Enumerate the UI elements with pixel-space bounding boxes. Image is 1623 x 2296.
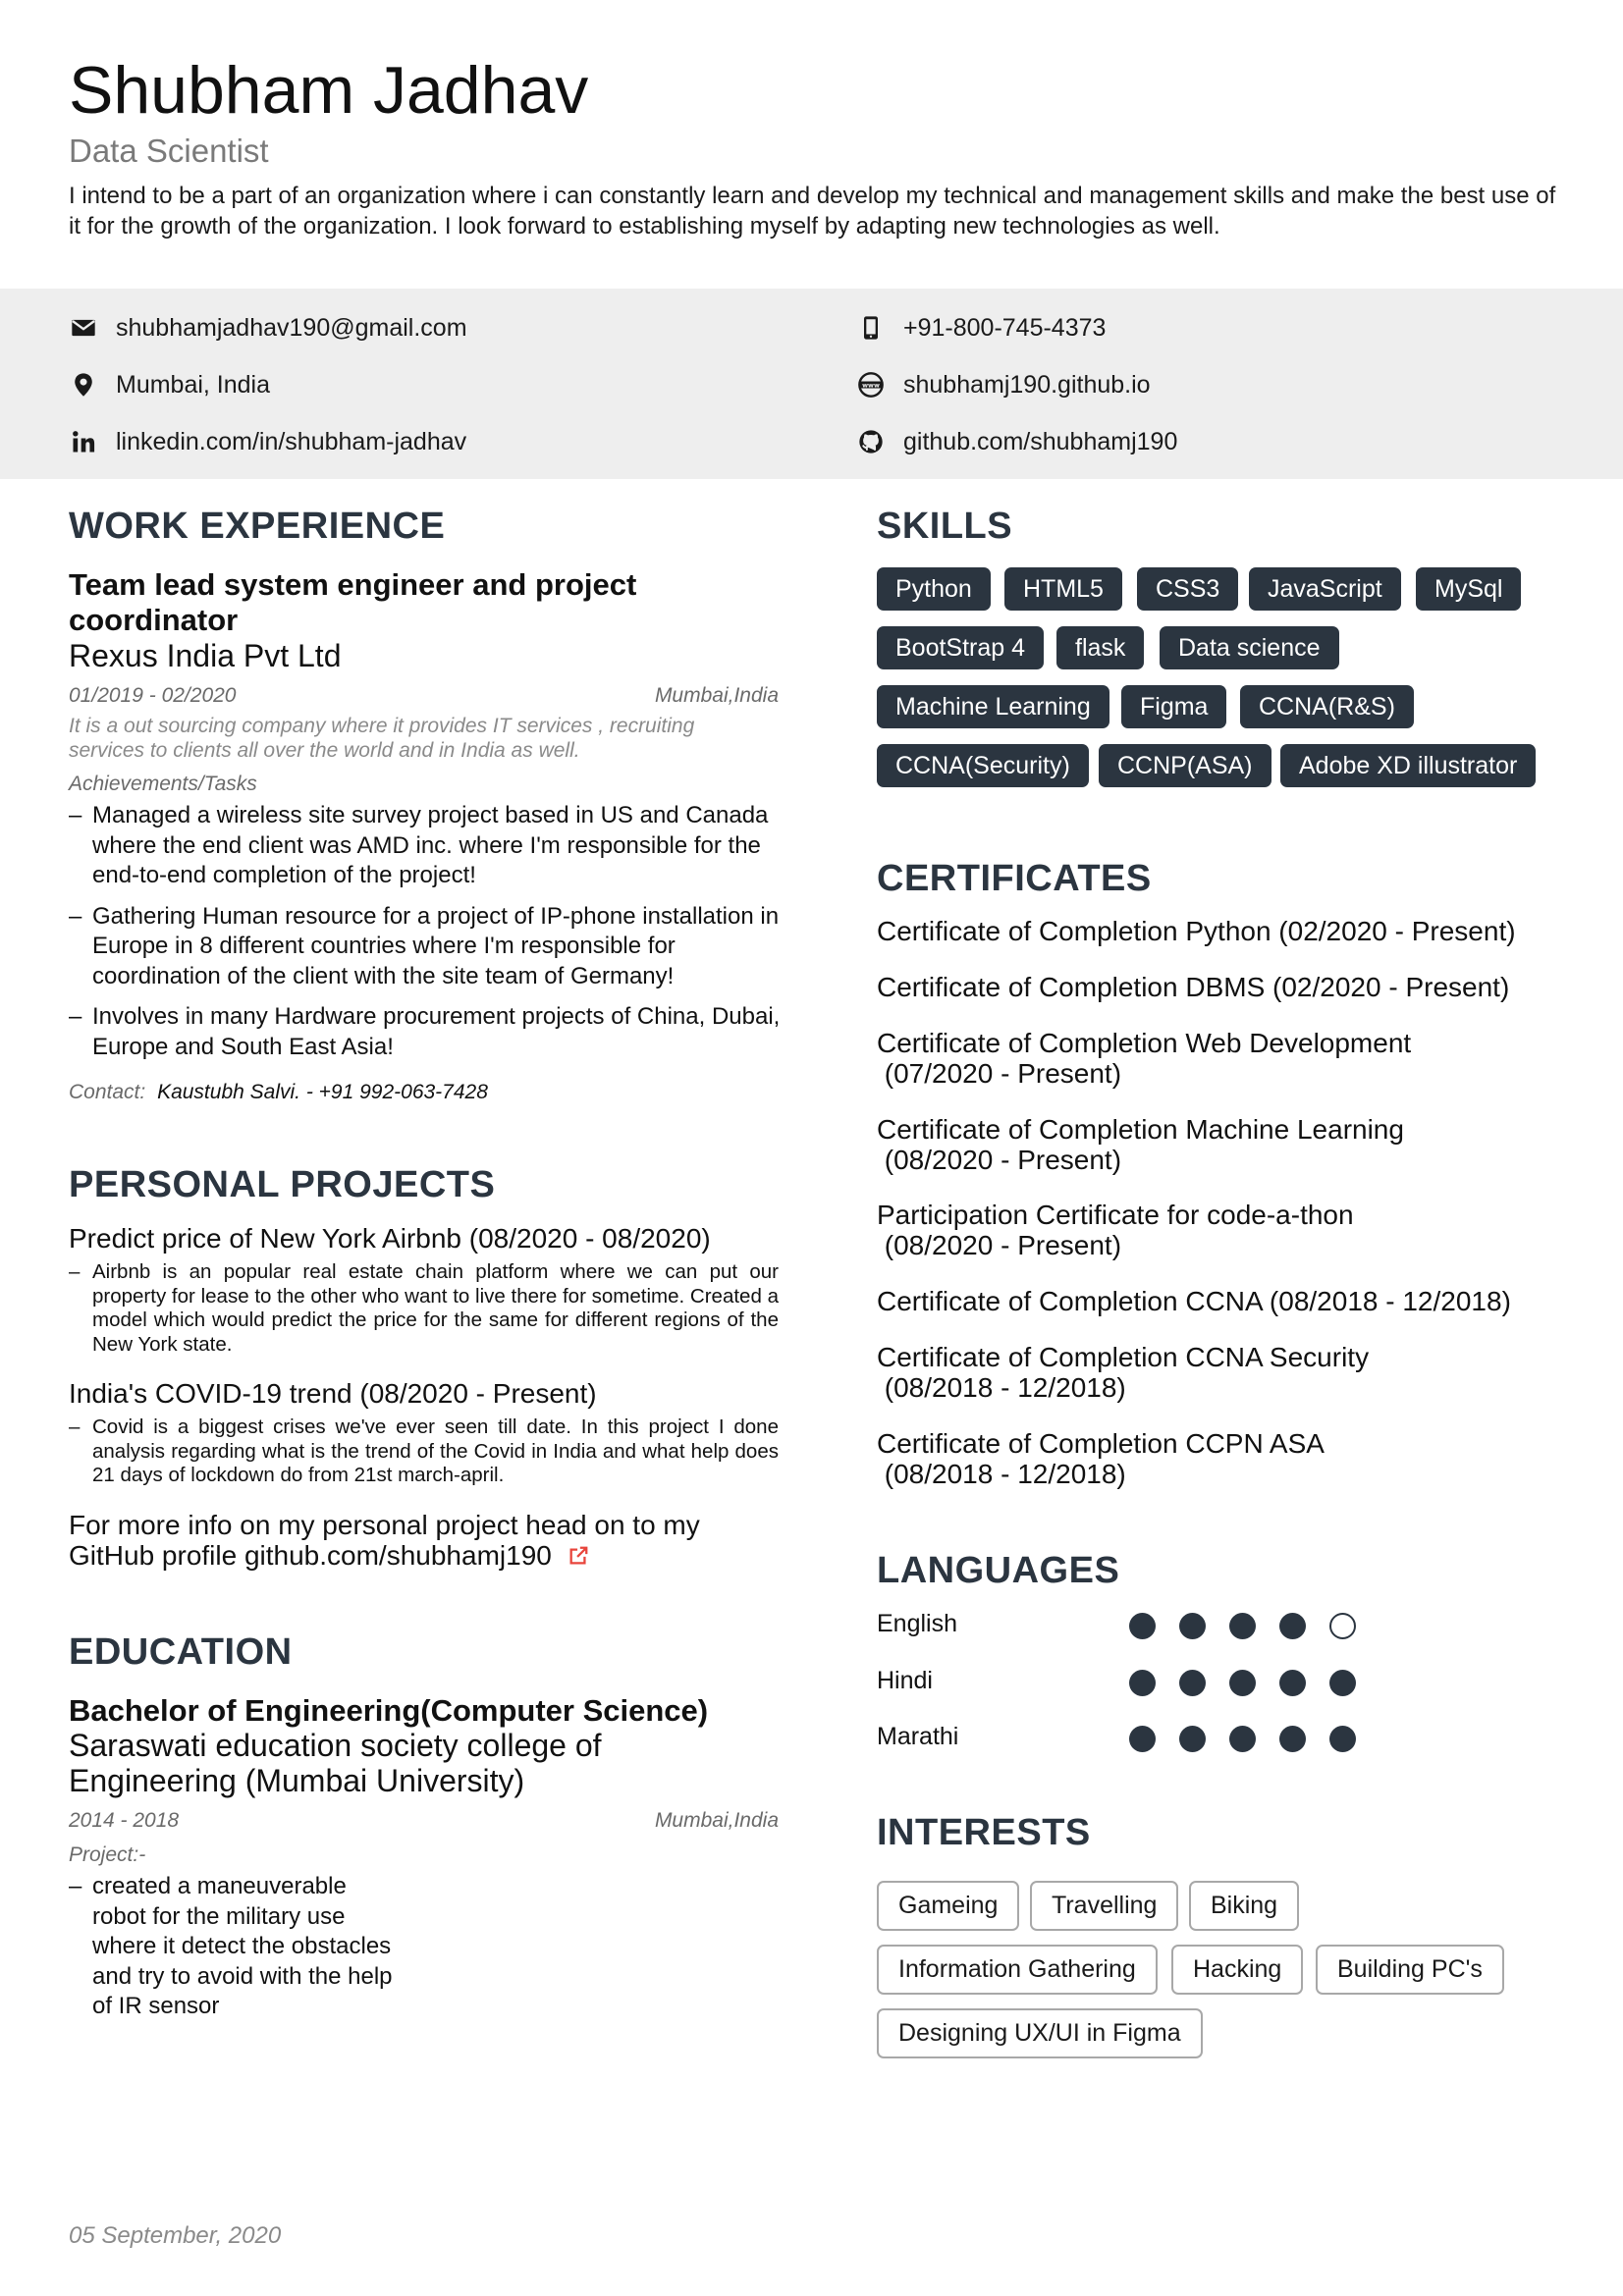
work-reference-contact xyxy=(69,1081,488,1104)
education-dates: 2014 - 2018 xyxy=(69,1809,180,1832)
interest-tag: Information Gathering xyxy=(877,1945,1158,1995)
work-experience-heading: WORK EXPERIENCE xyxy=(69,506,446,547)
email-text: shubhamjadhav190@gmail.com xyxy=(116,313,467,342)
language-name: Hindi xyxy=(877,1667,933,1694)
language-dot-filled xyxy=(1179,1726,1206,1752)
work-task-item: – Gathering Human resource for a project of IP-phone installation in Europe in 8 different countries where I'm responsible for coordination of the client with the site team of Germany! xyxy=(69,902,785,992)
resume-name: Shubham Jadhav xyxy=(69,53,589,128)
language-dot-filled xyxy=(1329,1670,1356,1696)
certificate-item: Participation Certificate for code-a-thon (08/2020 - Present) xyxy=(877,1200,1354,1260)
certificate-item: Certificate of Completion CCPN ASA (08/2018 - 12/2018) xyxy=(877,1428,1325,1489)
interest-tag: Building PC's xyxy=(1316,1945,1504,1995)
language-dot-filled xyxy=(1129,1670,1156,1696)
interest-tag: Designing UX/UI in Figma xyxy=(877,2008,1203,2058)
contact-phone[interactable] xyxy=(856,308,1106,347)
summary-text: I intend to be a part of an organization where i can constantly learn and develop my technical and management skills and make the best use of it for the growth of the organization. I look forward to establishing myself by adapting new technologies as well. xyxy=(69,183,1556,240)
work-task-item: – Managed a wireless site survey project based in US and Canada where the end client was AMD inc. where I'm responsible for the end-to-end completion of the project! xyxy=(69,801,785,891)
interest-tag: Hacking xyxy=(1171,1945,1303,1995)
skill-tag: MySql xyxy=(1416,567,1521,611)
project-description: – Covid is a biggest crises we've ever seen till date. In this project I done analysis regarding what is the trend of the Covid in India and what help does 21 days of lockdown do from 21st march-april. xyxy=(69,1415,779,1488)
work-company-description: It is a out sourcing company where it provides IT services , recruiting services to clients all over the world and in India as well. xyxy=(69,715,695,762)
language-dot-filled xyxy=(1179,1613,1206,1639)
education-project-label: Project:- xyxy=(69,1843,146,1866)
language-name: English xyxy=(877,1610,957,1637)
project-more-info-text: For more info on my personal project head on to my GitHub profile github.com/shubhamj190 xyxy=(69,1510,700,1571)
project-more-info[interactable] xyxy=(69,1510,756,1571)
skill-tag: CCNP(ASA) xyxy=(1099,744,1271,787)
interest-tag: Travelling xyxy=(1030,1881,1178,1931)
skill-tag: JavaScript xyxy=(1249,567,1401,611)
language-dot-filled xyxy=(1129,1726,1156,1752)
project-description: – Airbnb is an popular real estate chain platform where we can put our property for lease to the other who want to live there for sometime. Created a model which would predict the price for the same for different regions of the New York state. xyxy=(69,1260,779,1357)
certificate-item: Certificate of Completion CCNA (08/2018 - 12/2018) xyxy=(877,1286,1511,1316)
certificates-heading: CERTIFICATES xyxy=(877,858,1152,899)
language-dot-filled xyxy=(1279,1670,1306,1696)
globe-www-icon xyxy=(856,370,886,400)
external-link-icon[interactable] xyxy=(568,1542,589,1564)
education-heading: EDUCATION xyxy=(69,1631,293,1673)
phone-text: +91-800-745-4373 xyxy=(903,313,1107,342)
contact-github[interactable] xyxy=(856,422,1177,461)
language-dot-filled xyxy=(1229,1670,1256,1696)
contact-email[interactable] xyxy=(69,308,467,347)
svg-text:www: www xyxy=(862,381,880,390)
skill-tag: Data science xyxy=(1160,626,1339,669)
website-text: shubhamj190.github.io xyxy=(903,370,1151,399)
skill-tag: CCNA(Security) xyxy=(877,744,1089,787)
work-task-list xyxy=(69,801,785,1073)
project-desc-list xyxy=(69,1260,779,1357)
language-name: Marathi xyxy=(877,1723,959,1750)
skills-heading: SKILLS xyxy=(877,506,1013,547)
work-company: Rexus India Pvt Ltd xyxy=(69,638,342,673)
language-dot-filled xyxy=(1229,1613,1256,1639)
footer-date: 05 September, 2020 xyxy=(69,2222,282,2249)
languages-heading: LANGUAGES xyxy=(877,1550,1120,1591)
github-text: github.com/shubhamj190 xyxy=(903,427,1178,455)
skill-tag: CSS3 xyxy=(1137,567,1238,611)
job-title-headline: Data Scientist xyxy=(69,133,269,169)
certificate-item: Certificate of Completion CCNA Security (08/2018 - 12/2018) xyxy=(877,1342,1370,1403)
project-title: India's COVID-19 trend (08/2020 - Present) xyxy=(69,1378,597,1409)
location-text: Mumbai, India xyxy=(116,370,271,399)
language-dot-filled xyxy=(1229,1726,1256,1752)
linkedin-icon xyxy=(69,427,98,456)
skill-tag: Adobe XD illustrator xyxy=(1280,744,1536,787)
education-project-list xyxy=(69,1872,403,2033)
project-title: Predict price of New York Airbnb (08/2020 - 08/2020) xyxy=(69,1223,711,1254)
certificate-item: Certificate of Completion Web Development (07/2020 - Present) xyxy=(877,1028,1412,1089)
location-pin-icon xyxy=(69,370,98,400)
interest-tag: Biking xyxy=(1189,1881,1299,1931)
project-desc-list xyxy=(69,1415,779,1488)
skill-tag: flask xyxy=(1056,626,1144,669)
skill-tag: Python xyxy=(877,567,991,611)
interest-tag: Gameing xyxy=(877,1881,1019,1931)
education-degree: Bachelor of Engineering(Computer Science) xyxy=(69,1693,709,1728)
education-school: Saraswati education society college of Engineering (Mumbai University) xyxy=(69,1728,602,1798)
certificate-item: Certificate of Completion Python (02/2020 - Present) xyxy=(877,916,1516,946)
certificate-item: Certificate of Completion Machine Learning (08/2020 - Present) xyxy=(877,1114,1404,1175)
contact-band xyxy=(0,289,1623,479)
phone-icon xyxy=(856,313,886,343)
interests-heading: INTERESTS xyxy=(877,1812,1091,1853)
work-job-title: Team lead system engineer and project coordinator xyxy=(69,567,637,637)
language-dot-filled xyxy=(1279,1613,1306,1639)
skill-tag: Figma xyxy=(1121,685,1226,728)
work-task-item: – Involves in many Hardware procurement projects of China, Dubai, Europe and South East Asia! xyxy=(69,1002,785,1062)
language-dot-filled xyxy=(1279,1726,1306,1752)
education-project-description: – created a maneuverable robot for the military use where it detect the obstacles and try to avoid with the help of IR sensor xyxy=(69,1872,403,2022)
contact-website[interactable] xyxy=(856,365,1151,404)
personal-projects-heading: PERSONAL PROJECTS xyxy=(69,1164,496,1205)
language-dot-filled xyxy=(1329,1726,1356,1752)
skill-tag: CCNA(R&S) xyxy=(1240,685,1414,728)
contact-value: Kaustubh Salvi. - +91 992-063-7428 xyxy=(157,1081,488,1103)
work-location: Mumbai,India xyxy=(654,684,779,707)
skill-tag: HTML5 xyxy=(1004,567,1122,611)
linkedin-text: linkedin.com/in/shubham-jadhav xyxy=(116,427,467,455)
contact-linkedin[interactable] xyxy=(69,422,466,461)
skill-tag: Machine Learning xyxy=(877,685,1109,728)
skill-tag: BootStrap 4 xyxy=(877,626,1044,669)
contact-location xyxy=(69,365,270,404)
language-dot-empty xyxy=(1329,1613,1356,1639)
language-dot-filled xyxy=(1129,1613,1156,1639)
email-icon xyxy=(69,313,98,343)
achievements-label: Achievements/Tasks xyxy=(69,773,257,795)
certificate-item: Certificate of Completion DBMS (02/2020 - Present) xyxy=(877,972,1510,1002)
contact-label: Contact: xyxy=(69,1081,146,1103)
github-icon xyxy=(856,427,886,456)
education-location: Mumbai,India xyxy=(654,1809,779,1832)
work-dates: 01/2019 - 02/2020 xyxy=(69,684,237,707)
language-dot-filled xyxy=(1179,1670,1206,1696)
